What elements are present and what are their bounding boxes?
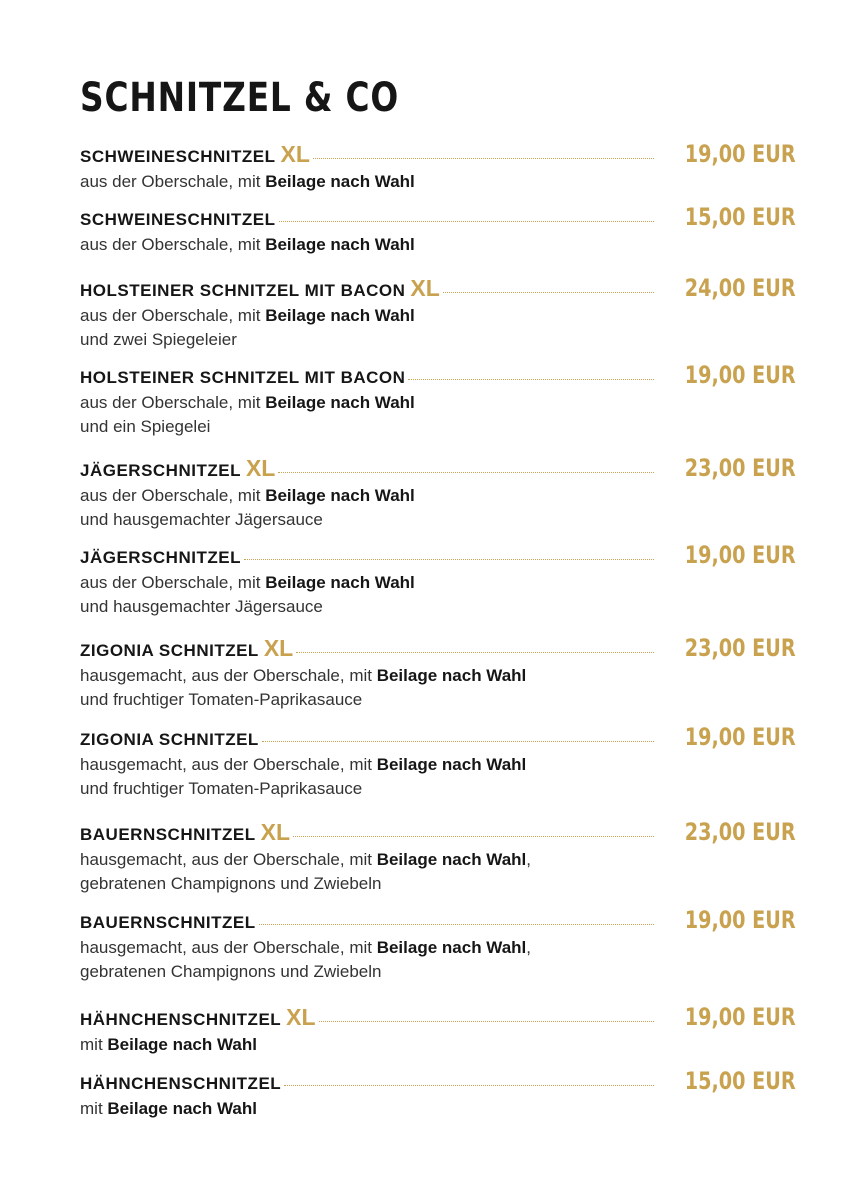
- dot-leader: [278, 472, 654, 473]
- menu-item: [80, 140, 796, 194]
- item-price: 23,00 EUR: [684, 634, 796, 662]
- item-description: aus der Oberschale, mit Beilage nach Wahl: [80, 172, 415, 191]
- dot-leader: [259, 924, 654, 925]
- item-name: BAUERNSCHNITZEL: [80, 825, 256, 844]
- item-price: 15,00 EUR: [684, 1067, 796, 1095]
- item-name: SCHWEINESCHNITZEL: [80, 147, 276, 166]
- xl-badge: XL: [286, 1004, 316, 1030]
- item-name: HÄHNCHENSCHNITZEL: [80, 1010, 282, 1029]
- item-description: hausgemacht, aus der Oberschale, mit Beilage nach Wahl,: [80, 938, 532, 957]
- dot-leader: [443, 292, 654, 293]
- dot-leader: [293, 836, 654, 837]
- item-description: hausgemacht, aus der Oberschale, mit Beilage nach Wahl: [80, 755, 527, 774]
- item-description: aus der Oberschale, mit Beilage nach Wahl: [80, 393, 415, 412]
- xl-badge: XL: [280, 141, 310, 167]
- menu-item: [80, 1067, 796, 1121]
- dot-leader: [262, 741, 654, 742]
- menu-item: [80, 906, 796, 984]
- item-name: JÄGERSCHNITZEL: [80, 548, 241, 567]
- item-name: ZIGONIA SCHNITZEL: [80, 641, 259, 660]
- dot-leader: [284, 1085, 654, 1086]
- menu-item: [80, 723, 796, 801]
- menu-item: [80, 454, 796, 532]
- dot-leader: [408, 379, 654, 380]
- item-name: HOLSTEINER SCHNITZEL MIT BACON: [80, 368, 406, 387]
- item-description-line2: und fruchtiger Tomaten-Paprikasauce: [80, 690, 363, 709]
- item-price: 19,00 EUR: [684, 723, 796, 751]
- xl-badge: XL: [410, 275, 440, 301]
- item-price: 19,00 EUR: [684, 140, 796, 168]
- item-name: SCHWEINESCHNITZEL: [80, 210, 276, 229]
- item-name: BAUERNSCHNITZEL: [80, 913, 256, 932]
- xl-badge: XL: [263, 635, 294, 661]
- item-price: 15,00 EUR: [684, 203, 796, 231]
- item-description: hausgemacht, aus der Oberschale, mit Beilage nach Wahl,: [80, 850, 532, 869]
- menu-item: [80, 634, 796, 712]
- menu-item: [80, 818, 796, 896]
- item-name: HÄHNCHENSCHNITZEL: [80, 1074, 282, 1093]
- dot-leader: [279, 221, 655, 222]
- item-description: mit Beilage nach Wahl: [80, 1035, 257, 1054]
- item-price: 19,00 EUR: [684, 906, 796, 934]
- menu-item: [80, 1003, 796, 1057]
- menu-item: [80, 274, 796, 352]
- dot-leader: [244, 559, 654, 560]
- item-description: aus der Oberschale, mit Beilage nach Wahl: [80, 235, 415, 254]
- item-price: 23,00 EUR: [684, 818, 796, 846]
- item-description-line2: und ein Spiegelei: [80, 417, 211, 436]
- item-description-line2: gebratenen Champignons und Zwiebeln: [80, 874, 382, 893]
- item-description: aus der Oberschale, mit Beilage nach Wahl: [80, 573, 415, 592]
- item-name: JÄGERSCHNITZEL: [80, 461, 241, 480]
- item-description: aus der Oberschale, mit Beilage nach Wahl: [80, 486, 415, 505]
- item-price: 24,00 EUR: [684, 274, 796, 302]
- item-description: aus der Oberschale, mit Beilage nach Wahl: [80, 306, 415, 325]
- item-name: ZIGONIA SCHNITZEL: [80, 730, 259, 749]
- dot-leader: [313, 158, 654, 159]
- item-price: 23,00 EUR: [684, 454, 796, 482]
- item-description-line2: gebratenen Champignons und Zwiebeln: [80, 962, 382, 981]
- menu-item: [80, 361, 796, 439]
- item-price: 19,00 EUR: [684, 361, 796, 389]
- item-price: 19,00 EUR: [684, 541, 796, 569]
- xl-badge: XL: [245, 455, 276, 481]
- item-description: mit Beilage nach Wahl: [80, 1099, 257, 1118]
- page-title: SCHNITZEL & CO: [80, 75, 400, 121]
- xl-badge: XL: [260, 819, 290, 845]
- item-description-line2: und hausgemachter Jägersauce: [80, 597, 323, 616]
- item-description-line2: und hausgemachter Jägersauce: [80, 510, 323, 529]
- item-description-line2: und fruchtiger Tomaten-Paprikasauce: [80, 779, 363, 798]
- dot-leader: [319, 1021, 654, 1022]
- menu-item: [80, 203, 796, 257]
- menu-item: [80, 541, 796, 619]
- item-description-line2: und zwei Spiegeleier: [80, 330, 237, 349]
- item-description: hausgemacht, aus der Oberschale, mit Beilage nach Wahl: [80, 666, 527, 685]
- item-name: HOLSTEINER SCHNITZEL MIT BACON: [80, 281, 406, 300]
- dot-leader: [296, 652, 654, 653]
- item-price: 19,00 EUR: [684, 1003, 796, 1031]
